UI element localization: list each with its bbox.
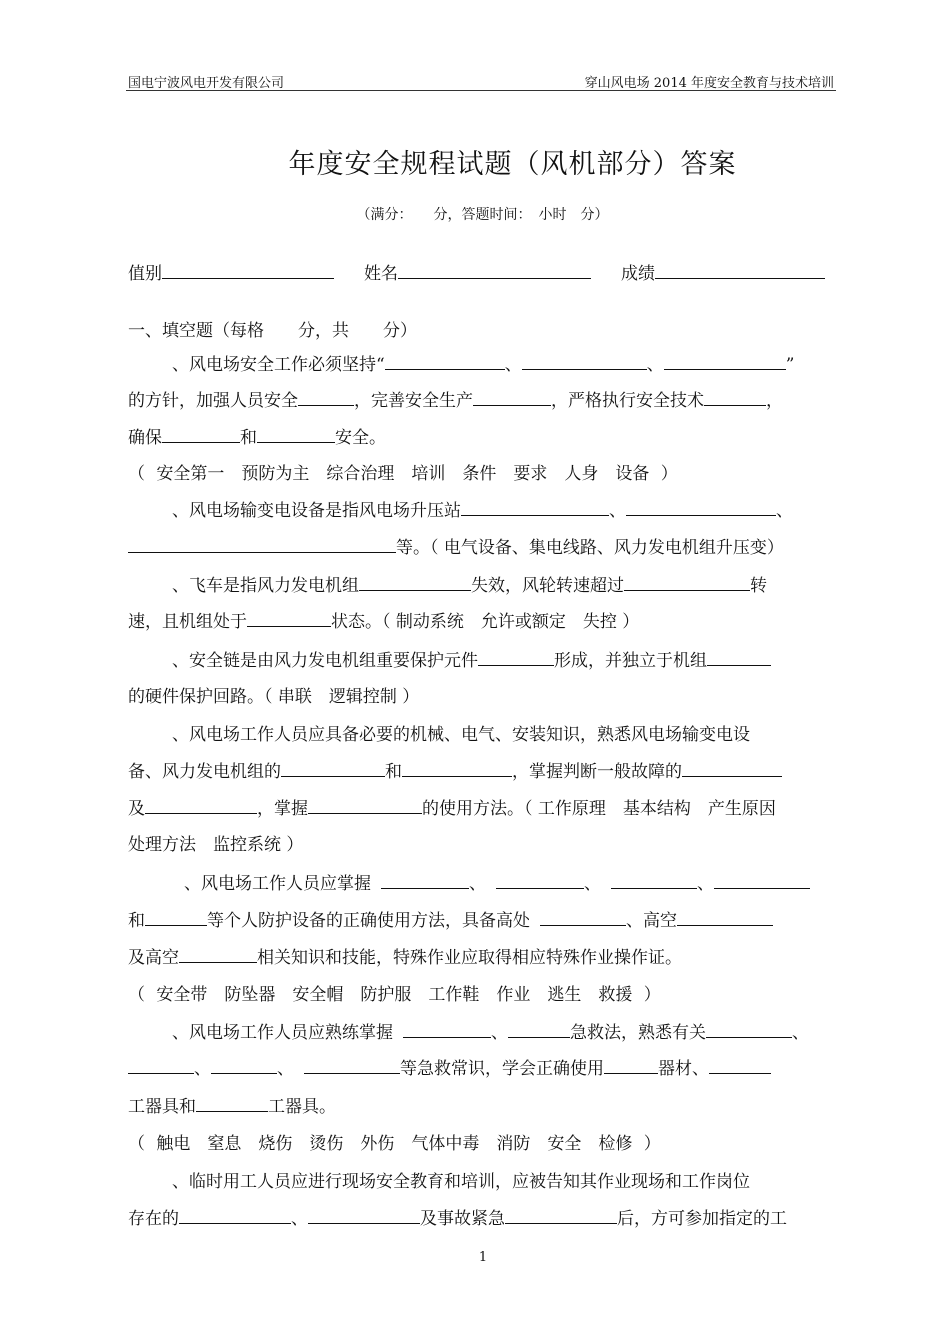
q1-text: ，完善安全生产	[354, 391, 473, 411]
fill-blank[interactable]	[707, 647, 771, 666]
fill-blank[interactable]	[128, 534, 396, 553]
page-subtitle: （满分： 分，答题时间： 小时 分）	[356, 207, 609, 223]
q5-text: ，掌握判断一般故障的	[512, 762, 682, 782]
q8-line1: 、临时用工人员应进行现场安全教育和培训，应被告知其作业现场和工作岗位	[172, 1172, 750, 1192]
q6-text: 等个人防护设备的正确使用方法，具备高处	[207, 911, 530, 931]
q7-line1	[128, 1018, 834, 1043]
fill-blank[interactable]	[611, 870, 697, 889]
q5-text: 及	[128, 799, 145, 819]
q6-line2	[128, 906, 834, 931]
q4-text: 、安全链是由风力发电机组重要保护元件	[172, 651, 478, 671]
q7-text: 器材、	[658, 1059, 709, 1079]
fill-blank[interactable]	[540, 907, 626, 926]
q3-text: 转	[750, 576, 767, 596]
q6-text: 、	[697, 874, 714, 894]
fill-blank[interactable]	[496, 870, 584, 889]
q5-line2	[128, 757, 834, 782]
q7-text: 工器具和	[128, 1097, 196, 1117]
q7-line3	[128, 1092, 834, 1117]
fill-blank[interactable]	[604, 1055, 658, 1074]
q8-text: 后，方可参加指定的工	[617, 1209, 787, 1229]
q8-text: 存在的	[128, 1209, 179, 1229]
fill-blank[interactable]	[196, 1093, 268, 1112]
fill-blank[interactable]	[308, 1205, 420, 1224]
fill-blank[interactable]	[298, 387, 354, 406]
q7-text: 、	[277, 1059, 294, 1079]
q3-text: 失效，风轮转速超过	[471, 576, 624, 596]
q3-text: 速，且机组处于	[128, 612, 247, 632]
q7-text: 工器具。	[268, 1097, 336, 1117]
info-fields-line	[128, 259, 834, 284]
fill-blank[interactable]	[473, 387, 551, 406]
fill-blank[interactable]	[128, 1055, 194, 1074]
fill-blank[interactable]	[461, 497, 609, 516]
fill-blank[interactable]	[706, 1019, 792, 1038]
fill-blank[interactable]	[677, 907, 773, 926]
q7-text: 、风电场工作人员应熟练掌握	[172, 1023, 393, 1043]
q3-line1	[128, 571, 834, 596]
q6-line3	[128, 943, 834, 968]
q7-text: 、	[491, 1023, 508, 1043]
q1-line3	[128, 423, 834, 448]
q3-line2	[128, 607, 834, 632]
q6-answer: （ 安全带 防坠器 安全帽 防护服 工作鞋 作业 逃生 救援 ）	[128, 985, 661, 1005]
q1-answer: （ 安全第一 预防为主 综合治理 培训 条件 要求 人身 设备 ）	[128, 464, 678, 484]
fill-blank[interactable]	[402, 758, 512, 777]
q5-line1: 、风电场工作人员应具备必要的机械、电气、安装知识，熟悉风电场输变电设	[172, 725, 750, 745]
page-title: 年度安全规程试题（风机部分）答案	[288, 149, 737, 180]
q8-text: 、	[291, 1209, 308, 1229]
q2-line1	[128, 496, 834, 521]
q1-text: 、风电场安全工作必须坚持“	[172, 355, 385, 375]
q1-text: 和	[240, 428, 257, 448]
q8-text: 及事故紧急	[420, 1209, 505, 1229]
q1-text: 安全。	[335, 428, 386, 448]
q7-answer: （ 触电 窒息 烧伤 烫伤 外伤 气体中毒 消防 安全 检修 ）	[128, 1134, 661, 1154]
q1-text: ”	[785, 355, 795, 375]
q1-text: ，	[766, 391, 783, 411]
score-label: 成绩	[621, 264, 655, 284]
duty-label: 值别	[128, 264, 162, 284]
fill-blank[interactable]	[304, 1055, 400, 1074]
q7-text: 急救法，熟悉有关	[570, 1023, 706, 1043]
fill-blank[interactable]	[522, 351, 647, 370]
name-label: 姓名	[364, 264, 398, 284]
fill-blank[interactable]	[179, 944, 257, 963]
q5-text: 和	[385, 762, 402, 782]
name-blank[interactable]	[398, 260, 591, 279]
header-rule	[126, 90, 836, 91]
q5-text: 备、风力发电机组的	[128, 762, 281, 782]
fill-blank[interactable]	[704, 387, 766, 406]
fill-blank[interactable]	[247, 608, 331, 627]
fill-blank[interactable]	[508, 1019, 570, 1038]
fill-blank[interactable]	[162, 424, 240, 443]
q5-text: 的使用方法。（ 工作原理 基本结构 产生原因	[422, 799, 776, 819]
header-left: 国电宁波风电开发有限公司	[128, 76, 285, 91]
q2-text: 、	[776, 501, 793, 521]
q3-text: 、飞车是指风力发电机组	[172, 576, 359, 596]
q2-text: 等。（ 电气设备、集电线路、风力发电机组升压变）	[396, 538, 784, 558]
q5-line4: 处理方法 监控系统 ）	[128, 835, 304, 855]
fill-blank[interactable]	[381, 870, 469, 889]
q2-text: 、风电场输变电设备是指风电场升压站	[172, 501, 461, 521]
fill-blank[interactable]	[478, 647, 554, 666]
fill-blank[interactable]	[211, 1055, 277, 1074]
fill-blank[interactable]	[505, 1205, 617, 1224]
q2-text: 、	[609, 501, 626, 521]
fill-blank[interactable]	[359, 572, 471, 591]
q6-text: 、	[469, 874, 486, 894]
fill-blank[interactable]	[624, 572, 750, 591]
fill-blank[interactable]	[385, 351, 505, 370]
q8-line2	[128, 1204, 834, 1229]
q6-line1	[128, 869, 834, 894]
duty-blank[interactable]	[162, 260, 334, 279]
q2-line2	[128, 533, 834, 558]
q7-line2	[128, 1054, 834, 1079]
q1-text: 、	[504, 355, 522, 375]
q4-line2: 的硬件保护回路。（ 串联 逻辑控制 ）	[128, 687, 420, 707]
q1-text: ，严格执行安全技术	[551, 391, 704, 411]
q7-text: 等急救常识，学会正确使用	[400, 1059, 604, 1079]
q6-text: 、风电场工作人员应掌握	[184, 874, 371, 894]
fill-blank[interactable]	[403, 1019, 491, 1038]
fill-blank[interactable]	[709, 1055, 771, 1074]
q6-text: 和	[128, 911, 145, 931]
fill-blank[interactable]	[664, 351, 786, 370]
q1-text: 、	[646, 355, 664, 375]
fill-blank[interactable]	[308, 795, 422, 814]
fill-blank[interactable]	[257, 424, 335, 443]
q5-text: ，掌握	[257, 799, 308, 819]
q1-line2	[128, 386, 834, 411]
q4-line1	[128, 646, 834, 671]
q6-text: 相关知识和技能，特殊作业应取得相应特殊作业操作证。	[257, 948, 682, 968]
header-right: 穿山风电场 2014 年度安全教育与技术培训	[584, 76, 834, 91]
q1-line1	[128, 350, 834, 375]
q1-text: 的方针，加强人员安全	[128, 391, 298, 411]
fill-blank[interactable]	[145, 907, 207, 926]
q3-text: 状态。（ 制动系统 允许或额定 失控 ）	[331, 612, 640, 632]
q1-text: 确保	[128, 428, 162, 448]
q6-text: 、	[584, 874, 601, 894]
q5-line3	[128, 794, 834, 819]
fill-blank[interactable]	[281, 758, 385, 777]
fill-blank[interactable]	[145, 795, 257, 814]
fill-blank[interactable]	[682, 758, 782, 777]
fill-blank[interactable]	[714, 870, 810, 889]
q4-text: 形成，并独立于机组	[554, 651, 707, 671]
q7-text: 、	[194, 1059, 211, 1079]
q7-text: 、	[792, 1023, 809, 1043]
fill-blank[interactable]	[179, 1205, 291, 1224]
page-number: 1	[478, 1250, 488, 1265]
section-title: 一、填空题（每格 分，共 分）	[128, 321, 417, 341]
fill-blank[interactable]	[626, 497, 776, 516]
q6-text: 、高空	[626, 911, 677, 931]
score-blank[interactable]	[655, 260, 825, 279]
q6-text: 及高空	[128, 948, 179, 968]
